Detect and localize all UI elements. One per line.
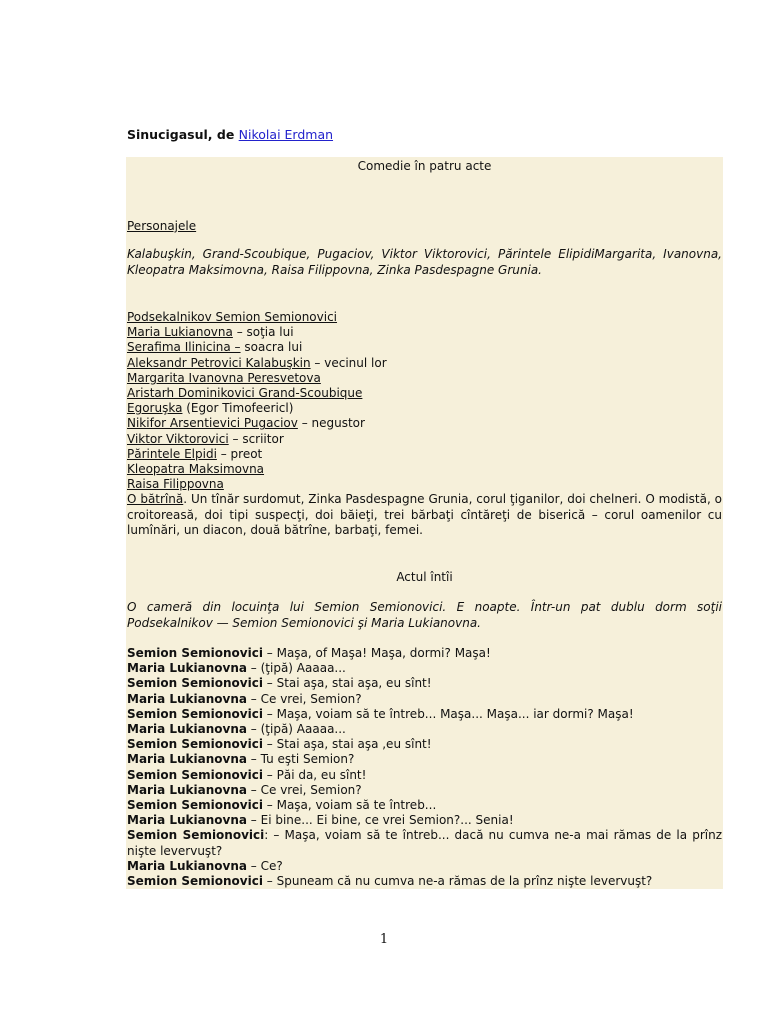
dialogue-line: Semion Semionovici – Păi da, eu sînt!: [127, 767, 367, 782]
dialogue-line: Semion Semionovici – Stai aşa, stai aşa ,eu sînt!: [127, 737, 432, 752]
dialogue-line: Semion Semionovici – Maşa, voiam să te întreb... Maşa... Maşa... iar dormi? Maşa!: [127, 706, 634, 721]
character-row: Margarita Ivanovna Peresvetova: [127, 370, 321, 385]
dialogue-line: Semion Semionovici – Maşa, of Maşa! Maşa, dormi? Maşa!: [127, 646, 491, 660]
character-list: [127, 310, 722, 538]
personajele-summary: Kalabuşkin, Grand-Scoubique, Pugaciov, Viktor Viktorovici, Părintele ElipidiMargarita, Ivanovna, Kleopatra Maksimovna, Raisa Filippovna, Zinka Pasdespagne Grunia.: [127, 247, 722, 277]
dialogue-line: Maria Lukianovna – Ei bine... Ei bine, ce vrei Semion?... Senia!: [127, 813, 514, 828]
dialogue: [127, 646, 722, 889]
character-row: Podsekalnikov Semion Semionovici: [127, 310, 338, 324]
subtitle: Comedie în patru acte: [357, 159, 492, 173]
dialogue-line: Maria Lukianovna – Tu eşti Semion?: [127, 752, 355, 767]
act-title: Actul întîi: [396, 570, 453, 584]
dialogue-line: Semion Semionovici – Maşa, voiam să te întreb...: [127, 798, 437, 813]
title-text: Sinucigasul, de: [127, 127, 235, 142]
content-panel: [126, 157, 723, 889]
dialogue-line: Semion Semionovici – Stai aşa, stai aşa, eu sînt!: [127, 676, 432, 691]
character-row: Egoruşka (Egor Timofeericl): [127, 401, 294, 416]
extras-paragraph: O bătrînă. Un tînăr surdomut, Zinka Pasdespagne Grunia, corul ţiganilor, doi chelneri. O modistă, o croitoreasă, doi tipi suspecţi, doi băieţi, trei bărbaţi cîntăreţi de biserică – corul oamenilor cu lumînări, un diacon, două bătrîne, barbaţi, femei.: [127, 492, 722, 537]
character-row: Aristarh Dominikovici Grand-Scoubique: [127, 386, 363, 401]
dialogue-line: Maria Lukianovna – Ce vrei, Semion?: [127, 691, 362, 706]
personajele-heading: Personajele: [127, 219, 197, 233]
dialogue-line: Maria Lukianovna – (ţipă) Aaaaa...: [127, 661, 346, 676]
dialogue-line: Semion Semionovici: – Maşa, voiam să te întreb... dacă nu cumva ne-a mai rămas de la prînz nişte levervuşt?: [127, 828, 722, 858]
character-row: Raisa Filippovna: [127, 477, 224, 492]
character-row: Serafima Ilinicina – soacra lui: [127, 340, 303, 355]
character-row: Părintele Elpidi – preot: [127, 446, 263, 461]
character-row: Aleksandr Petrovici Kalabuşkin – vecinul lor: [127, 355, 387, 370]
document-title: [127, 127, 333, 142]
stage-direction: O cameră din locuinţa lui Semion Semionovici. E noapte. Într-un pat dublu dorm soţii Podsekalnikov — Semion Semionovici şi Maria Lukianovna.: [127, 600, 722, 630]
character-row: Nikifor Arsentievici Pugaciov – negustor: [127, 416, 365, 431]
character-row: Viktor Viktorovici – scriitor: [127, 431, 284, 446]
dialogue-line: Maria Lukianovna – (ţipă) Aaaaa...: [127, 722, 346, 737]
dialogue-line: Semion Semionovici – Spuneam că nu cumva ne-a rămas de la prînz nişte levervuşt?: [127, 874, 653, 889]
character-row: Maria Lukianovna – soţia lui: [127, 325, 294, 340]
author-link[interactable]: Nikolai Erdman: [238, 127, 334, 142]
dialogue-line: Maria Lukianovna – Ce?: [127, 858, 283, 873]
page-number: 1: [379, 932, 389, 947]
dialogue-line: Maria Lukianovna – Ce vrei, Semion?: [127, 782, 362, 797]
character-row: Kleopatra Maksimovna: [127, 462, 265, 477]
